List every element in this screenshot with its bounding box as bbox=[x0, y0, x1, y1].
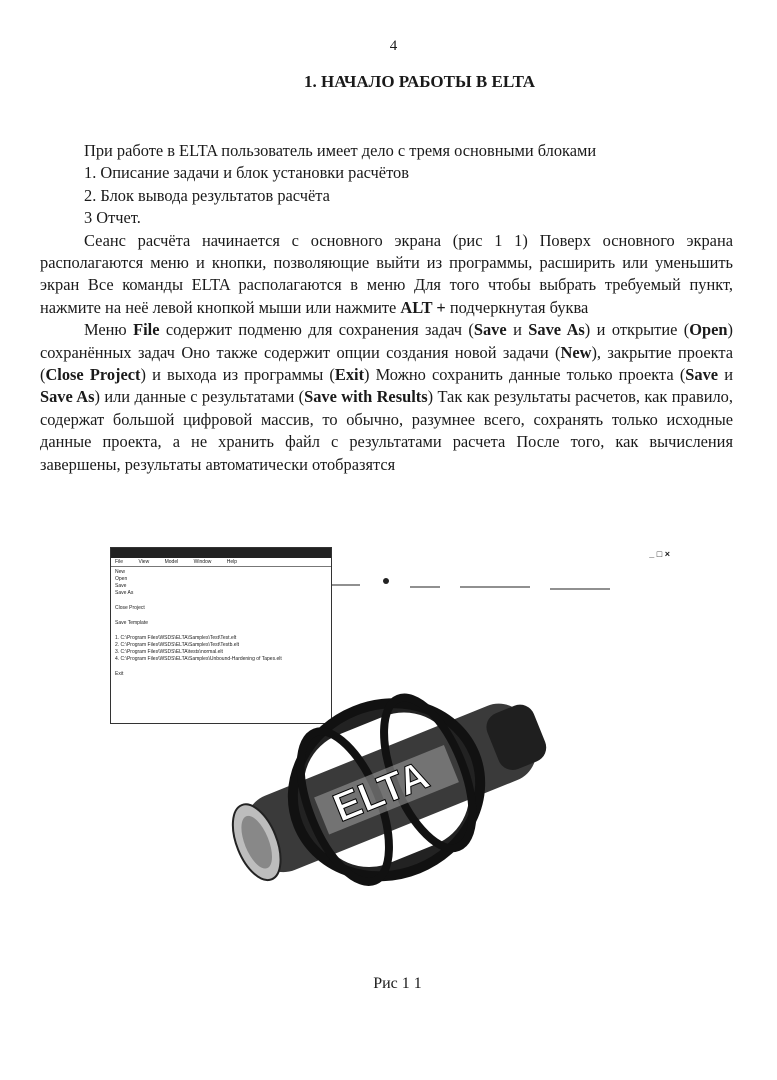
recent-file[interactable]: 2. C:\Program Files\WSDS\ELTA\Samples\Test\Testb.elt bbox=[115, 642, 240, 648]
paragraph-session: Сеанс расчёта начинается с основного экрана (рис 1 1) Поверх основного экрана располагаются меню и кнопки, позволяющие выйти из программы, расширить или уменьшить экран Все команды ELTA располагаются в меню Для того чтобы выбрать требуемый пункт, нажмите на неё левой кнопкой мыши или нажмите ALT + подчеркнутая буква bbox=[40, 230, 733, 317]
menu-model[interactable]: Model bbox=[164, 559, 179, 565]
menu-view[interactable]: View bbox=[138, 559, 150, 565]
figure-screenshot bbox=[110, 547, 670, 947]
paragraph-file-menu: Меню File содержит подменю для сохранения задач (Save и Save As) и открытие (Open) сохранённых задач Оно также содержит опции создания новой задачи (New), закрытие проекта (Close Project) и выхода из программы (Exit) Можно сохранить данные только проекта (Save и Save As) или данные с результатами (Save with Results) Так как результаты расчетов, как правило, содержат большой цифровой массив, то обычно, разумнее всего, сохранять только исходные данные проекта, а не хранить файл с результатами расчета После того, как вычисления завершены, результаты автоматически отобразятся bbox=[40, 320, 734, 474]
list-item: 2. Блок вывода результатов расчёта bbox=[84, 185, 330, 205]
menu-item-open[interactable]: Open bbox=[115, 576, 128, 582]
figure-caption: Рис 1 1 bbox=[373, 975, 422, 992]
menu-item-save-as[interactable]: Save As bbox=[115, 590, 134, 596]
paragraph-intro: При работе в ELTA пользователь имеет дело с тремя основными блоками bbox=[84, 141, 597, 160]
body-text bbox=[40, 140, 733, 476]
recent-file[interactable]: 1. C:\Program Files\WSDS\ELTA\Samples\Test\Test.elt bbox=[115, 635, 237, 641]
window-controls[interactable]: _ □ × bbox=[649, 549, 670, 559]
elta-3d-logo bbox=[110, 547, 670, 947]
menu-item-save-template[interactable]: Save Template bbox=[115, 620, 148, 626]
list-item: 3 Отчет. bbox=[84, 208, 141, 228]
menu-help[interactable]: Help bbox=[226, 559, 238, 565]
logo-text: ELTA bbox=[327, 753, 436, 831]
menu-item-save[interactable]: Save bbox=[115, 583, 127, 589]
page-number: 4 bbox=[389, 38, 398, 54]
menu-window[interactable]: Window bbox=[193, 559, 212, 565]
recent-file[interactable]: 3. C:\Program Files\WSDS\ELTA\tests\normal.elt bbox=[115, 649, 223, 655]
menu-file[interactable]: File bbox=[115, 559, 124, 565]
menu-item-new[interactable]: New bbox=[115, 569, 126, 575]
recent-file[interactable]: 4. C:\Program Files\WSDS\ELTA\Samples\Unbound-Hardening of Tapes.elt bbox=[115, 656, 282, 662]
menu-item-exit[interactable]: Exit bbox=[115, 671, 124, 677]
menu-item-close-project[interactable]: Close Project bbox=[115, 605, 145, 611]
section-title: 1. НАЧАЛО РАБОТЫ В ELTA bbox=[304, 72, 535, 91]
list-item: 1. Описание задачи и блок установки расчётов bbox=[84, 163, 409, 183]
